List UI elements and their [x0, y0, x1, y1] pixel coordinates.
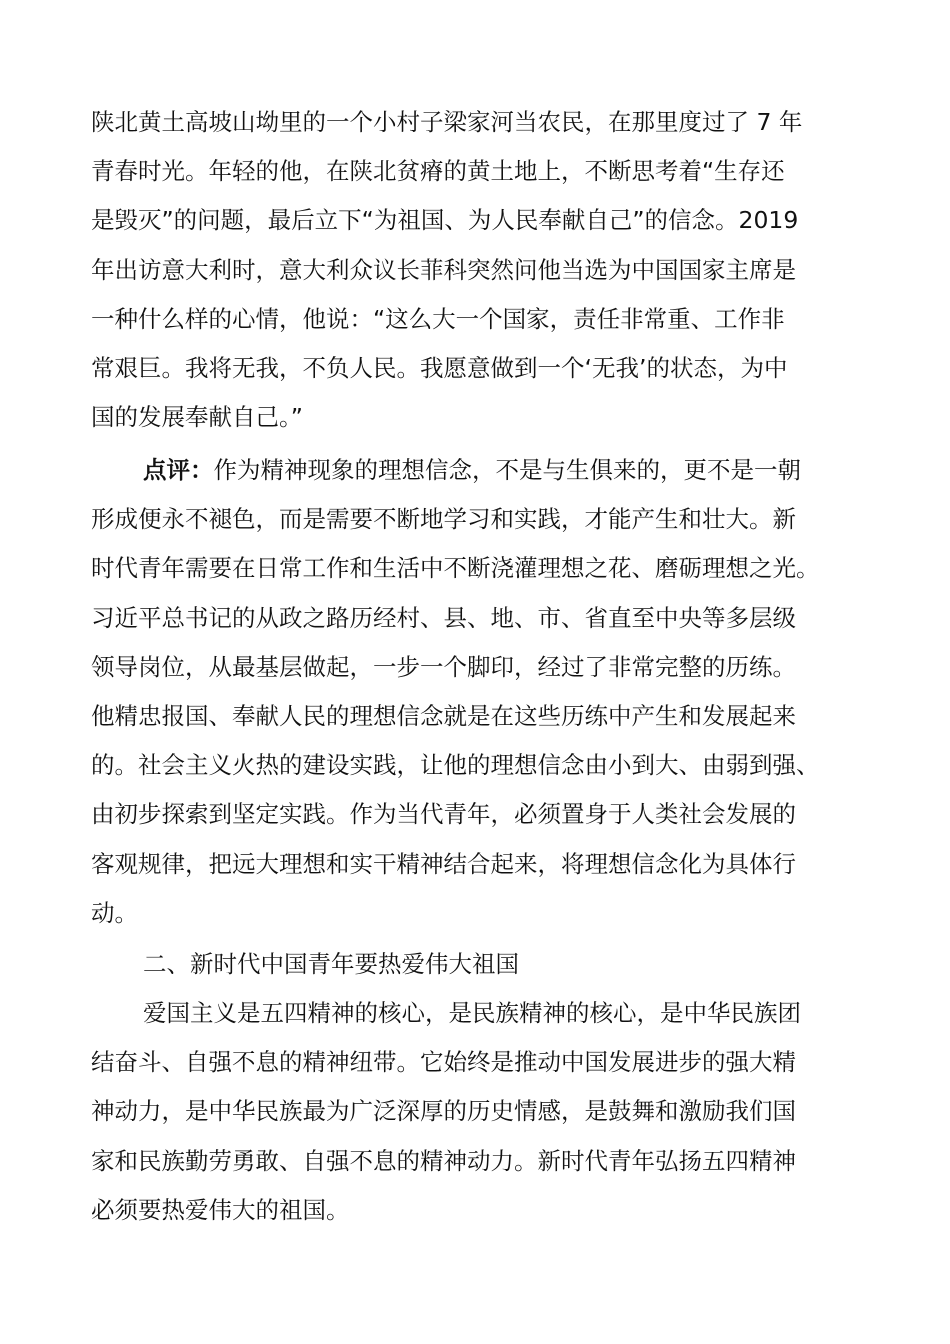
- text-line: 他精忠报国、奉献人民的理想信念就是在这些历练中产生和发展起来: [91, 701, 796, 730]
- text-line: 年出访意大利时，意大利众议长菲科突然问他当选为中国国家主席是: [91, 255, 796, 284]
- text-line: 神动力，是中华民族最为广泛深厚的历史情感，是鼓舞和激励我们国: [91, 1097, 796, 1126]
- paragraph-patriotism: [91, 989, 871, 1235]
- text-line: 家和民族勤劳勇敢、自强不息的精神动力。新时代青年弘扬五四精神: [91, 1146, 796, 1175]
- text-line: 必须要热爱伟大的祖国。: [91, 1195, 350, 1224]
- heading-text: 二、新时代中国青年要热爱伟大祖国: [143, 950, 519, 978]
- text-line: 动。: [91, 898, 138, 927]
- text-line: 客观规律，把远大理想和实干精神结合起来，将理想信念化为具体行: [91, 849, 796, 878]
- text-line: 青春时光。年轻的他，在陕北贫瘠的黄土地上，不断思考着“生存还: [91, 157, 785, 186]
- section-heading: [91, 940, 871, 989]
- text-line: 形成便永不褪色，而是需要不断地学习和实践，才能产生和壮大。新: [91, 505, 796, 534]
- text-line: [91, 446, 871, 495]
- commentary-first-line: 作为精神现象的理想信念，不是与生俱来的，更不是一朝: [213, 456, 801, 484]
- text-line: 领导岗位，从最基层做起，一步一个脚印，经过了非常完整的历练。: [91, 652, 796, 681]
- paragraph-commentary: [91, 446, 871, 938]
- commentary-label: 点评：: [143, 456, 214, 484]
- text-line: 爱国主义是五四精神的核心，是民族精神的核心，是中华民族团: [143, 999, 801, 1027]
- text-line: 时代青年需要在日常工作和生活中不断浇灌理想之花、磨砺理想之光。: [91, 554, 820, 583]
- text-line: 的。社会主义火热的建设实践，让他的理想信念由小到大、由弱到强、: [91, 751, 820, 780]
- text-line: 习近平总书记的从政之路历经村、县、地、市、省直至中央等多层级: [91, 603, 796, 632]
- text-line: 是毁灭”的问题，最后立下“为祖国、为人民奉献自己”的信念。2019: [91, 206, 799, 235]
- text-line: 结奋斗、自强不息的精神纽带。它始终是推动中国发展进步的强大精: [91, 1048, 796, 1077]
- paragraph-story: [91, 98, 871, 442]
- text-line: 一种什么样的心情，他说：“这么大一个国家，责任非常重、工作非: [91, 304, 785, 333]
- text-line: 国的发展奉献自己。”: [91, 403, 303, 432]
- text-line: 常艰巨。我将无我，不负人民。我愿意做到一个‘无我’的状态，为中: [91, 353, 788, 382]
- text-line: 陕北黄土高坡山坳里的一个小村子梁家河当农民，在那里度过了 7 年: [91, 108, 803, 136]
- text-line: 由初步探索到坚定实践。作为当代青年，必须置身于人类社会发展的: [91, 800, 796, 829]
